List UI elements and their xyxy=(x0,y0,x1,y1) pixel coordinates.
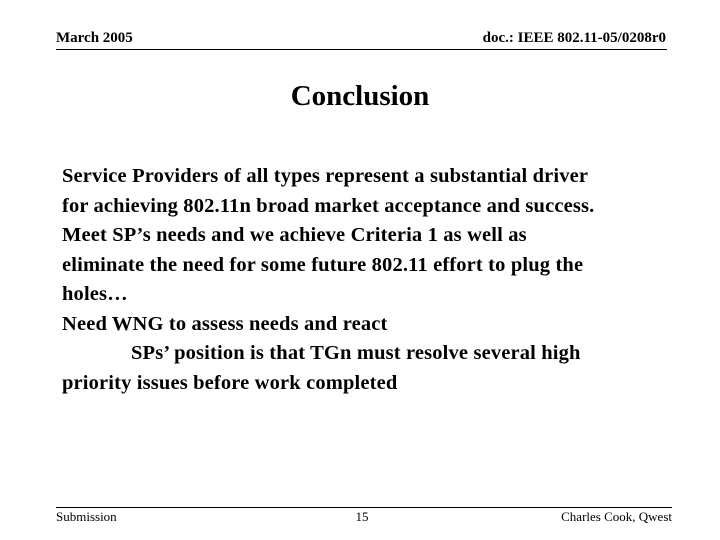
body-line: holes… xyxy=(62,283,128,305)
body-line: priority issues before work completed xyxy=(62,371,398,394)
header-divider xyxy=(56,49,667,50)
body-line: Meet SP’s needs and we achieve Criteria 1 as well as xyxy=(62,224,527,246)
header-date: March 2005 xyxy=(56,30,133,46)
body-line: Service Providers of all types represent a substantial driver xyxy=(62,165,589,187)
slide-body xyxy=(62,162,702,398)
footer-author: Charles Cook, Qwest xyxy=(561,509,672,524)
footer-submission: Submission xyxy=(56,509,117,524)
page-number: 15 xyxy=(355,509,369,524)
body-line: eliminate the need for some future 802.11 effort to plug the xyxy=(62,253,584,276)
slide-title: Conclusion xyxy=(290,80,430,112)
body-line: Need WNG to assess needs and react xyxy=(62,312,388,335)
header-doc-id: doc.: IEEE 802.11-05/0208r0 xyxy=(482,30,666,46)
footer-divider xyxy=(56,507,672,508)
body-line: SPs’ position is that TGn must resolve several high xyxy=(131,342,581,364)
body-line: for achieving 802.11n broad market acceptance and success. xyxy=(62,194,595,217)
